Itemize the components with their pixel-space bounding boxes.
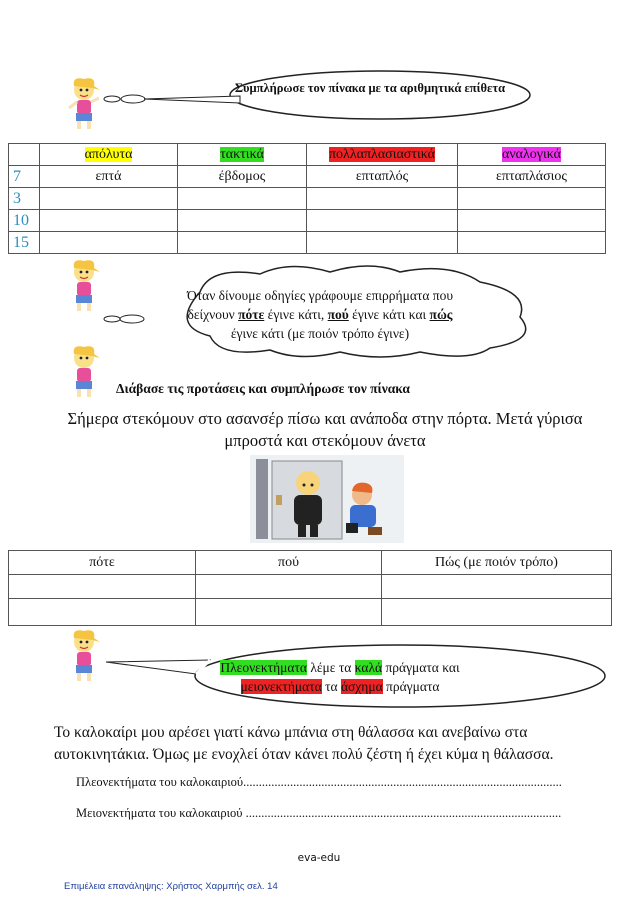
table-cell: έβδομος [178, 166, 307, 188]
table-cell[interactable] [178, 232, 307, 254]
girl-mascot-icon [64, 76, 104, 132]
pros-fill-line[interactable]: Πλεονεκτήματα του καλοκαιριού...................................................................................................... [76, 775, 562, 789]
table-cell: επτά [40, 166, 178, 188]
table-row [9, 166, 606, 188]
table-cell[interactable] [40, 232, 178, 254]
elevator-passage: Σήμερα στεκόμουν στο ασανσέρ πίσω και ανάποδα στην πόρτα. Μετά γύρισα μπροστά και στεκόμουν άνετα [67, 409, 583, 450]
table-cell[interactable] [458, 232, 606, 254]
table-header-row [9, 551, 612, 575]
table-cell[interactable] [458, 210, 606, 232]
table-cell[interactable] [178, 210, 307, 232]
header-how: Πώς (με ποιόν τρόπο) [382, 551, 612, 575]
summer-passage: Το καλοκαίρι μου αρέσει γιατί κάνω μπάνια στη θάλασσα και ανεβαίνω στα αυτοκινητάκια. Όμως με ενοχλεί όταν κάνει πολύ ζέστη ή έχει κύμα η θάλασσα. [54, 724, 554, 763]
instruction-2: Διάβασε τις προτάσεις και συμπλήρωσε τον πίνακα [116, 381, 410, 396]
table-row [9, 575, 612, 599]
table-cell[interactable] [382, 575, 612, 599]
table-cell[interactable] [40, 210, 178, 232]
word-disadvantages: μειονεκτήματα [240, 679, 322, 694]
row-number: 10 [9, 210, 40, 232]
header-where: πού [196, 551, 382, 575]
keyword-where: πού [327, 307, 349, 322]
table-row [9, 210, 606, 232]
row-number: 3 [9, 188, 40, 210]
word-good: καλά [354, 660, 383, 675]
table-cell[interactable] [40, 188, 178, 210]
table-row [9, 188, 606, 210]
header-when: πότε [9, 551, 196, 575]
cons-fill-line[interactable]: Μειονεκτήματα του καλοκαιριού ..................................................................................................... [76, 806, 562, 820]
girl-mascot-icon [64, 344, 104, 400]
table-cell[interactable] [196, 575, 382, 599]
numeral-adjectives-table [8, 143, 606, 254]
table-row [9, 599, 612, 626]
keyword-when: πότε [238, 307, 265, 322]
table-cell[interactable] [458, 188, 606, 210]
table-cell: επταπλάσιος [458, 166, 606, 188]
table-cell[interactable] [307, 210, 458, 232]
bubble-2-text: Όταν δίνουμε οδηγίες γράφουμε επιρρήματα που δείχνουν πότε έγινε κάτι, πού έγινε κάτι και πώς έγινε κάτι (με ποιόν τρόπο έγινε) [186, 288, 454, 341]
elevator-illustration [250, 455, 404, 543]
table-cell[interactable] [382, 599, 612, 626]
header-multiplicative: πολλαπλασιαστικά [328, 146, 436, 162]
girl-mascot-icon [64, 258, 104, 314]
table-cell[interactable] [196, 599, 382, 626]
footer-site: eva-edu [297, 852, 341, 864]
bubble-3-text: Πλεονεκτήματα λέμε τα καλά πράγματα και μειονεκτήματα τα άσχημα πράγματα [220, 660, 460, 694]
footer-credit: Επιμέλεια επανάληψης: Χρήστος Χαρμπής σελ. 14 [64, 881, 278, 892]
word-bad: άσχημα [340, 679, 383, 694]
row-number: 7 [9, 166, 40, 188]
table-cell[interactable] [178, 188, 307, 210]
table-cell: επταπλός [307, 166, 458, 188]
word-advantages: Πλεονεκτήματα [220, 660, 307, 675]
adverbs-table [8, 550, 612, 626]
table-cell[interactable] [9, 599, 196, 626]
keyword-how: πώς [429, 307, 453, 322]
girl-mascot-icon [64, 628, 104, 684]
row-number: 15 [9, 232, 40, 254]
bubble-1-text: Συμπλήρωσε τον πίνακα με τα αριθμητικά επίθετα [234, 81, 506, 95]
table-cell[interactable] [9, 575, 196, 599]
header-cardinal: απόλυτα [84, 146, 133, 162]
table-row [9, 232, 606, 254]
header-ordinal: τακτικά [220, 146, 264, 162]
header-proportional: αναλογικά [501, 146, 561, 162]
table-cell[interactable] [307, 188, 458, 210]
table-header-row [9, 144, 606, 166]
table-cell[interactable] [307, 232, 458, 254]
